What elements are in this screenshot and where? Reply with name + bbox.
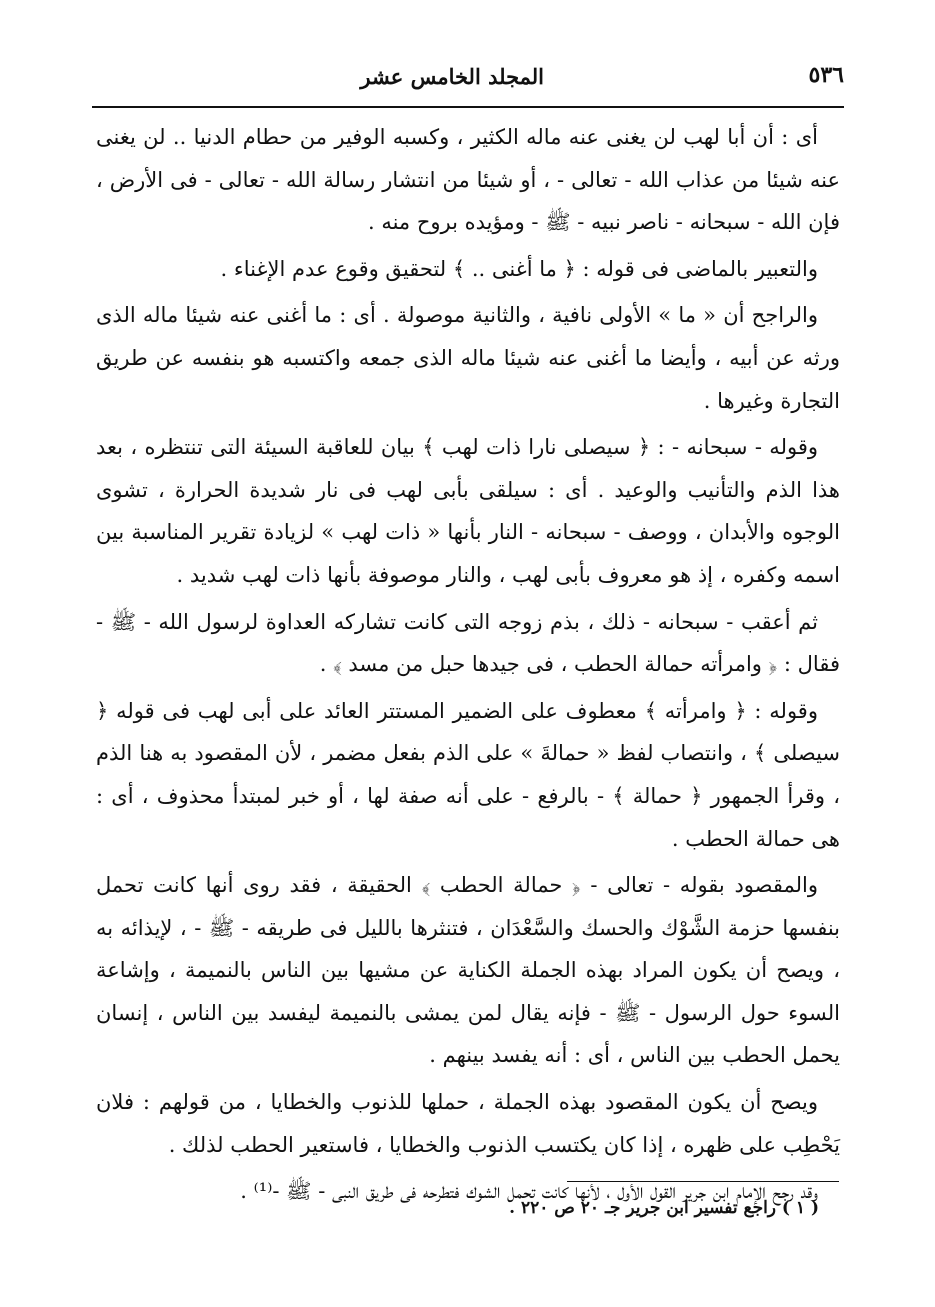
paragraph: وقوله : ﴿ وامرأته ﴾ معطوف على الضمير المستتر العائد على أبى لهب فى قوله ﴿ سيصلى ﴾ ، وانتصاب لفظ « حمالةَ » على الذم بفعل مضمر ، لأن المقصود به هنا الذم ، وقرأ الجمهور ﴿ حمالة ﴾ - بالرفع - على أنه صفة لها ، أو خبر لمبتدأ محذوف ، أى : هى حمالة الحطب .	[96, 698, 840, 851]
footnote-rule	[567, 1181, 839, 1182]
footnote: ( ١ ) راجع تفسير ابن جرير جـ ٢٠ ص ٢٢٠ .	[509, 1198, 819, 1218]
paragraph: أى : أن أبا لهب لن يغنى عنه ماله الكثير ، وكسبه الوفير من حطام الدنيا .. لن يغنى عنه شيئا من عذاب الله - تعالى - ، أو شيئا من انتشار رسالة الله - تعالى - فى الأرض ، فإن الله - سبحانه - ناصر نبيه - ﷺ - ومؤيده بروح منه .	[96, 125, 840, 235]
paragraph: والمقصود بقوله - تعالى - ﴿ حمالة الحطب ﴾ الحقيقة ، فقد روى أنها كانت تحمل بنفسها حزمة الشَّوْك والحسك والسَّعْدَان ، فتنثرها بالليل فى طريقه - ﷺ - ، لإيذائه به ، ويصح أن يكون المراد بهذه الجملة الكناية عن مشيها بين الناس بالنميمة ، وإشاعة السوء حول الرسول - ﷺ - فإنه يقال لمن يمشى بالنميمة ليفسد بين الناس ، إنسان يحمل الحطب بين الناس ، أى : أنه يفسد بينهم .	[96, 873, 840, 1068]
paragraph: وقد رجح الإمام ابن جرير القول الأول ، لأنها كانت تحمل الشوك فتطرحه فى طريق النبى - ﷺ -⁽¹⁾ .	[240, 1179, 818, 1204]
running-title: المجلد الخامس عشر	[360, 64, 544, 89]
paragraph: ثم أعقب - سبحانه - ذلك ، بذم زوجه التى كانت تشاركه العداوة لرسول الله - ﷺ - فقال : ﴿ وامرأته حمالة الحطب ، فى جيدها حبل من مسد ﴾ .	[96, 609, 840, 677]
page-number: ٥٣٦	[808, 62, 844, 88]
paragraph: والتعبير بالماضى فى قوله : ﴿ ما أغنى .. ﴾ لتحقيق وقوع عدم الإغناء .	[220, 256, 818, 281]
paragraph: وقوله - سبحانه - : ﴿ سيصلى نارا ذات لهب ﴾ بيان للعاقبة السيئة التى تنتظره ، بعد هذا الذم والتأنيب والوعيد . أى : سيلقى بأبى لهب فى نار شديدة الحرارة ، تشوى الوجوه والأبدان ، ووصف - سبحانه - النار بأنها « ذات لهب » لزيادة تقرير المناسبة بين اسمه وكفره ، إذ هو معروف بأبى لهب ، والنار موصوفة بأنها ذات لهب شديد .	[96, 435, 840, 587]
body-text	[96, 116, 840, 1217]
paragraph: ويصح أن يكون المقصود بهذه الجملة ، حملها للذنوب والخطايا ، من قولهم : فلان يَحْطِب على ظهره ، إذا كان يكتسب الذنوب والخطايا ، فاستعير الحطب لذلك .	[96, 1090, 840, 1157]
page-header	[92, 62, 844, 98]
paragraph: والراجح أن « ما » الأولى نافية ، والثانية موصولة . أى : ما أغنى عنه شيئا ماله الذى ورثه عن أبيه ، وأيضا ما أغنى عنه شيئا ماله الذى جمعه واكتسبه هو بنفسه عن طريق التجارة وغيرها .	[96, 303, 840, 413]
header-rule	[92, 106, 844, 108]
